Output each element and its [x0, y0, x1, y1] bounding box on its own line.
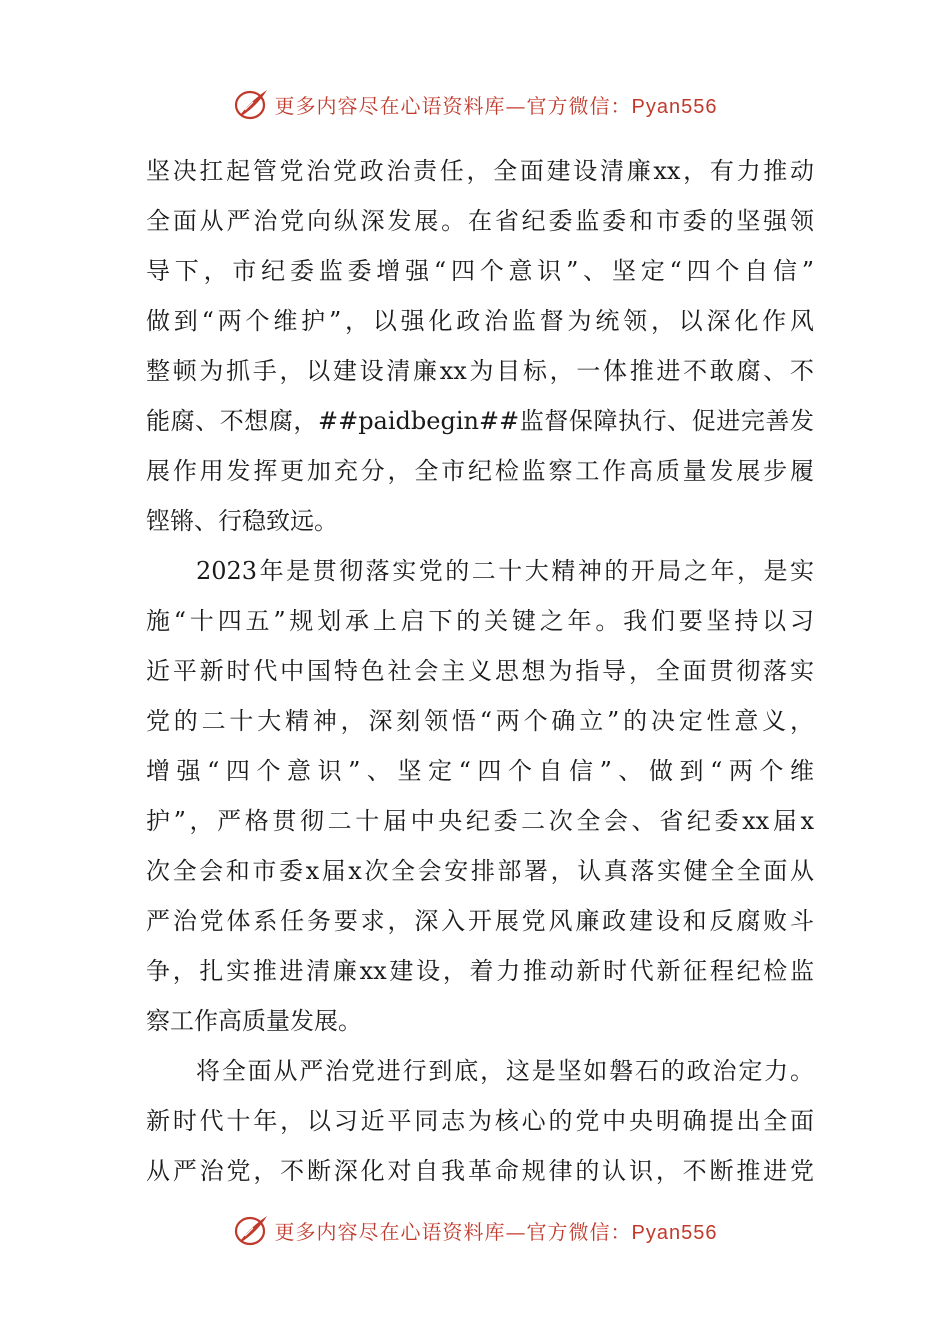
- text-line: 整顿为抓手，以建设清廉xx为目标，一体推进不敢腐、不: [146, 357, 814, 385]
- document-body: [146, 146, 814, 1196]
- text-line: 坚决扛起管党治党政治责任，全面建设清廉xx，有力推动: [146, 157, 814, 185]
- text-line: 新时代十年，以习近平同志为核心的党中央明确提出全面: [146, 1107, 814, 1135]
- text-line: 将全面从严治党进行到底，这是坚如磐石的政治定力。: [196, 1057, 814, 1085]
- quill-pen-logo-icon: [233, 1212, 271, 1248]
- banner-wechat-id: Pyan556: [631, 95, 718, 118]
- text-line: 从严治党，不断深化对自我革命规律的认识，不断推进党: [146, 1157, 814, 1185]
- text-line: 察工作高质量发展。: [146, 1007, 362, 1035]
- banner-text: [275, 90, 718, 119]
- banner-site-text: 更多内容尽在心语资料库—官方微信：: [274, 93, 632, 118]
- text-line: 导下，市纪委监委增强“四个意识”、坚定“四个自信”: [146, 257, 814, 285]
- header-banner: [0, 84, 950, 124]
- text-line: 严治党体系任务要求，深入开展党风廉政建设和反腐败斗: [146, 907, 814, 935]
- text-line: 做到“两个维护”，以强化政治监督为统领，以深化作风: [146, 307, 814, 335]
- banner-site-text: 更多内容尽在心语资料库—官方微信：: [274, 1219, 632, 1244]
- text-line: 护”，严格贯彻二十届中央纪委二次全会、省纪委xx届x: [146, 807, 814, 835]
- banner-wechat-id: Pyan556: [631, 1221, 718, 1244]
- text-line: 能腐、不想腐，##paidbegin##监督保障执行、促进完善发: [146, 407, 814, 435]
- quill-pen-logo-icon: [233, 86, 271, 122]
- text-line: 全面从严治党向纵深发展。在省纪委监委和市委的坚强领: [146, 207, 814, 235]
- text-line: 增强“四个意识”、坚定“四个自信”、做到“两个维: [146, 757, 814, 785]
- footer-banner: [0, 1210, 950, 1250]
- text-line: 2023年是贯彻落实党的二十大精神的开局之年，是实: [196, 557, 814, 585]
- text-line: 争，扎实推进清廉xx建设，着力推动新时代新征程纪检监: [146, 957, 814, 985]
- text-line: 展作用发挥更加充分，全市纪检监察工作高质量发展步履: [146, 457, 814, 485]
- text-line: 施“十四五”规划承上启下的关键之年。我们要坚持以习: [146, 607, 814, 635]
- banner-text: [275, 1216, 718, 1245]
- text-line: 铿锵、行稳致远。: [146, 507, 338, 535]
- text-line: 次全会和市委x届x次全会安排部署，认真落实健全全面从: [146, 857, 814, 885]
- text-line: 党的二十大精神，深刻领悟“两个确立”的决定性意义，: [146, 707, 814, 735]
- text-line: 近平新时代中国特色社会主义思想为指导，全面贯彻落实: [146, 657, 814, 685]
